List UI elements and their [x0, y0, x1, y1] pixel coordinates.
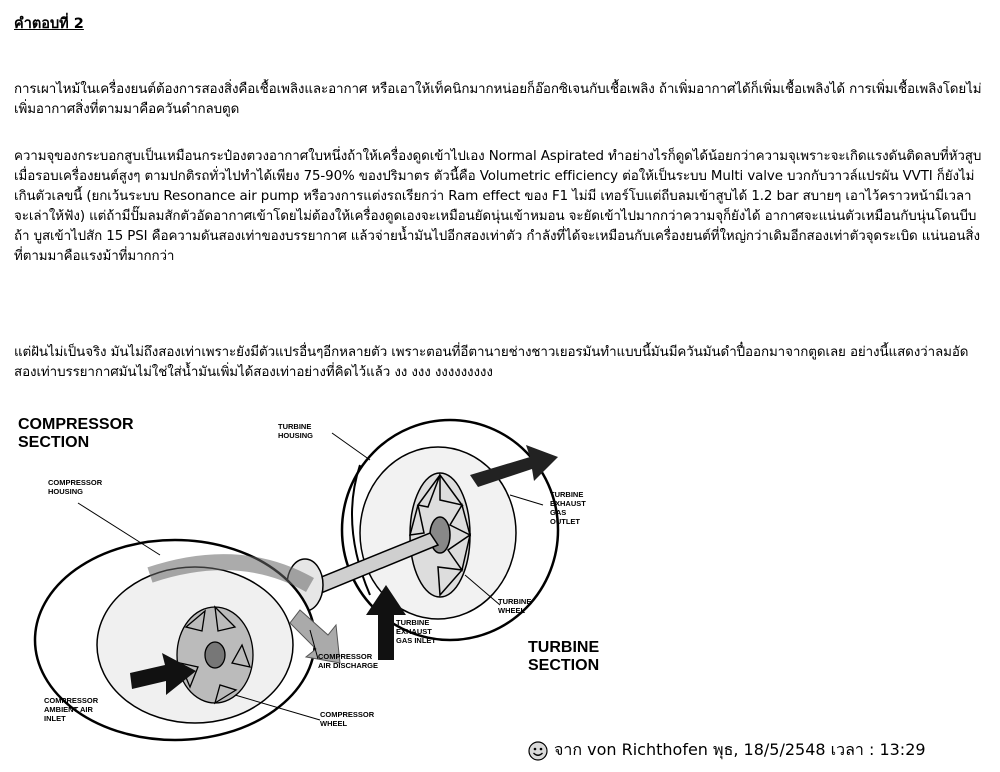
- svg-text:AIR DISCHARGE: [318, 661, 378, 670]
- label-turbine-exhaust-outlet-3: GAS: [550, 508, 567, 517]
- answer-heading: คำตอบที่ 2: [14, 16, 84, 32]
- label-turbine-exhaust-inlet-1: TURBINE: [396, 618, 430, 627]
- label-compressor-section-2: SECTION: [18, 434, 90, 451]
- label-turbine-wheel-1: TURBINE: [498, 597, 532, 606]
- label-compressor-wheel-1: COMPRESSOR: [320, 710, 375, 719]
- label-turbine-exhaust-inlet-2: EXHAUST: [396, 627, 432, 636]
- svg-text:HOUSING: [48, 487, 83, 496]
- svg-text:TURBINE: [396, 618, 429, 627]
- svg-text:TURBINE: [528, 639, 599, 656]
- label-turbine-section-1: TURBINE: [528, 639, 600, 656]
- label-turbine-housing-1: TURBINE: [278, 422, 312, 431]
- label-compressor-housing-2: HOUSING: [48, 487, 84, 496]
- turbocharger-illustration: [10, 405, 670, 745]
- paragraph-volumetric-efficiency: ความจุของกระบอกสูบเป็นเหมือนกระป๋องตวงอากาศใบหนึ่งถ้าให้เครื่องดูดเข้าไปเอง Normal Aspirated ทำอย่างไรก็ดูดได้น้อยกว่าความจุเพราะจะเกิดแรงดันติดลบที่หัวสูบเมื่อรอบเครื่องยนต์สูงๆ ตามปกติรถทั่วไปทำได้เพียง 75-90% ของปริมาตร ตัวนี้คือ Volumetric efficiency ต่อให้เป็นระบบ Multi valve บวกกับวาวล์แปรผัน VVTI ก็ยังไม่เกินตัวเลขนี้ (ยกเว้นระบบ Resonance air pump หรือวงการแต่งรถเรียกว่า Ram effect ของ F1 ไม่มี เทอร์โบแต่ถีบลมเข้าสูบได้ 1.2 bar สบายๆ เอาไว้คราวหน้ามีเวลาจะเล่าให้ฟัง) แต่ถ้ามีปั๊มลมสักตัวอัดอากาศเข้าโดยไม่ต้องให้เครื่องดูดเองจะเหมือนยัดนุ่นเข้าหมอน จะยัดเข้าไปมากกว่าความจุก็ยังได้ อากาศจะแน่นตัวเหมือนกับนุ่นโดนบีบ ถ้า บูสเข้าไปสัก 15 PSI คือความดันสองเท่าของบรรยากาศ แล้วจ่ายน้ำมันไปอีกสองเท่าตัว กำลังที่ได้จะเหมือนกับเครื่องยนต์ที่ใหญ่กว่าเดิมอีกสองเท่าตัวจุดระเบิด แน่นอนสิ่งที่ตามมาคือแรงม้าที่มากกว่า: [14, 149, 982, 264]
- post-author-and-date: จาก von Richthofen พุธ, 18/5/2548 เวลา : 13:29: [554, 740, 926, 759]
- svg-text:COMPRESSOR: [320, 710, 375, 719]
- label-turbine-wheel-2: WHEEL: [498, 606, 526, 615]
- svg-text:TURBINE: [498, 597, 531, 606]
- label-turbine-housing-2: HOUSING: [278, 431, 314, 440]
- label-turbine-exhaust-outlet-2: EXHAUST: [550, 499, 586, 508]
- label-compressor-wheel-2: WHEEL: [320, 719, 348, 728]
- label-turbine-exhaust-outlet-4: OUTLET: [550, 517, 580, 526]
- svg-text:GAS INLET: [396, 636, 436, 645]
- svg-text:AMBIENT AIR: [44, 705, 93, 714]
- label-compressor-ambient-inlet-3: INLET: [44, 714, 66, 723]
- compressor-wheel-shape: [177, 607, 253, 703]
- label-turbine-exhaust-outlet-1: TURBINE: [550, 490, 584, 499]
- svg-text:WHEEL: [498, 606, 526, 615]
- svg-text:COMPRESSOR: [48, 478, 103, 487]
- label-turbine-section-2: SECTION: [528, 657, 600, 674]
- label-compressor-air-discharge-2: AIR DISCHARGE: [318, 661, 379, 670]
- label-compressor-section-1: COMPRESSOR: [18, 416, 134, 433]
- svg-text:EXHAUST: [396, 627, 432, 636]
- label-compressor-air-discharge-1: COMPRESSOR: [318, 652, 373, 661]
- svg-text:TURBINE: [550, 490, 583, 499]
- turbine-wheel-shape: [410, 473, 470, 597]
- svg-text:COMPRESSOR: [18, 416, 134, 433]
- turbocharger-diagram: [10, 405, 670, 745]
- svg-text:WHEEL: [320, 719, 348, 728]
- smiley-icon: [528, 741, 548, 761]
- label-turbine-exhaust-inlet-3: GAS INLET: [396, 636, 437, 645]
- paragraph-conclusion: แต่ฝันไม่เป็นจริง มันไม่ถึงสองเท่าเพราะยังมีตัวแปรอื่นๆอีกหลายตัว เพราะตอนที่อีตานายช่างชาวเยอรมันทำแบบนี้มันมีควันมันดำปื๋ออกมาจากตูดเลย อย่างนี้แสดงว่าลมอัดสองเท่าบรรยากาศมันไม่ใช่ใส่น้ำมันเพิ่มได้สองเท่าอย่างที่คิดไว้แล้ว งง งงง งงงงงงงงง: [14, 345, 969, 380]
- label-compressor-ambient-inlet-1: COMPRESSOR: [44, 696, 99, 705]
- svg-text:INLET: [44, 714, 66, 723]
- svg-text:OUTLET: [550, 517, 580, 526]
- svg-text:SECTION: [528, 657, 599, 674]
- svg-text:HOUSING: [278, 431, 313, 440]
- svg-text:TURBINE: [278, 422, 311, 431]
- label-compressor-housing-1: COMPRESSOR: [48, 478, 103, 487]
- svg-text:COMPRESSOR: [44, 696, 99, 705]
- paragraph-combustion: การเผาไหม้ในเครื่องยนต์ต้องการสองสิ่งคือเชื้อเพลิงและอากาศ หรือเอาให้เท็คนิกมากหน่อยก็อ๊อกซิเจนกับเชื้อเพลิง ถ้าเพิ่มอากาศได้ก็เพิ่มเชื้อเพลิงได้ การเพิ่มเชื้อเพลิงโดยไม่เพิ่มอากาศสิ่งที่ตามมาคือควันดำกลบตูด: [14, 82, 982, 117]
- svg-text:GAS: [550, 508, 566, 517]
- svg-text:SECTION: [18, 434, 89, 451]
- svg-text:COMPRESSOR: [318, 652, 373, 661]
- svg-text:EXHAUST: [550, 499, 586, 508]
- label-compressor-ambient-inlet-2: AMBIENT AIR: [44, 705, 93, 714]
- post-footer: [528, 738, 926, 763]
